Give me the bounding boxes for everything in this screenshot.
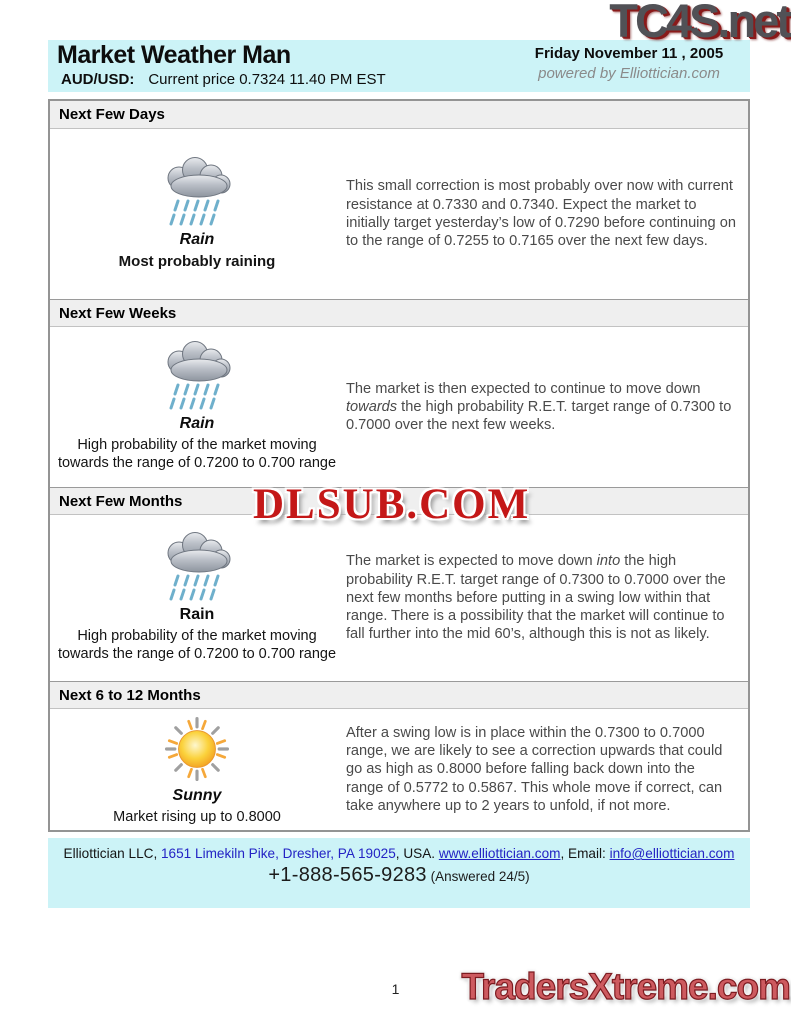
condition-summary: High probability of the market moving towards the range of 0.7200 to 0.700 range [57,628,337,662]
phone-note: (Answered 24/5) [426,869,530,884]
watermark-tradersxtreme: TradersXtreme.com [461,966,790,1007]
phone-number: +1-888-565-9283 [268,864,427,886]
powered-by: powered by Elliottician.com [538,65,720,82]
forecast-text [346,552,736,643]
section-next-6-to-12-months [50,681,748,830]
forecast-column [344,327,748,487]
section-body [50,515,748,681]
section-heading: Next Few Days [50,101,748,129]
condition-label: Rain [179,606,215,624]
section-heading: Next Few Weeks [50,299,748,327]
condition-column [50,129,344,299]
report-title: Market Weather Man [57,41,291,69]
sun-icon [161,713,233,785]
company-country: , USA. [395,846,439,861]
current-price: Current price 0.7324 11.40 PM EST [148,71,386,88]
forecast-part: the high probability R.E.T. target range of 0.7300 to 0.7000 over the next few weeks. [346,398,732,434]
forecast-table [48,99,750,832]
condition-label: Sunny [172,786,222,804]
report-footer [48,838,750,908]
website-link[interactable]: www.elliottician.com [438,846,561,861]
forecast-emphasis: towards [346,398,398,415]
section-body [50,129,748,299]
forecast-part: the high probability R.E.T. target range of 0.7300 to 0.7000 over the next few months before putting in a swing low within that range. There is a possibility that the market will continue to fall further into the mid 60’s, although this is not as likely. [346,553,726,643]
email-label: , Email: [560,846,610,861]
pair-price-line [61,71,386,88]
condition-summary: High probability of the market moving towards the range of 0.7200 to 0.700 range [57,437,337,471]
email-link[interactable]: info@elliottician.com [609,846,735,861]
forecast-part: The market is expected to move down [346,553,597,570]
section-next-few-weeks [50,299,748,487]
rain-icon [151,341,243,413]
section-body [50,327,748,487]
contact-line [48,846,750,861]
section-body [50,709,748,830]
rain-icon [151,532,243,604]
condition-column [50,709,344,830]
pair-label: AUD/USD: [61,71,135,88]
watermark-dlsub: DLSUB.COM [253,481,531,528]
condition-label: Rain [179,230,215,248]
forecast-part: The market is then expected to continue to move down [346,380,701,397]
company-address: 1651 Limekiln Pike, Dresher, PA 19025 [161,846,396,861]
forecast-text [346,724,736,815]
company-name: Elliottician LLC, [63,846,161,861]
condition-column [50,515,344,681]
forecast-column [344,709,748,830]
forecast-text [346,177,736,250]
section-heading: Next 6 to 12 Months [50,681,748,709]
condition-column [50,327,344,487]
watermark-tc4s: TC4S.net [609,0,789,47]
forecast-text [346,380,736,435]
section-next-few-days [50,101,748,299]
report-date: Friday November 11 , 2005 [534,45,724,62]
rain-icon [151,157,243,229]
forecast-part: After a swing low is in place within the 0.7300 to 0.7000 range, we are likely to see a correction upwards that could go as high as 0.8000 before falling back down into the range of 0.5772 to 0.5867. This whole move if correct, can take anywhere up to 2 years to unfold, if not more. [346,724,723,814]
header-right [468,45,790,82]
forecast-column [344,129,748,299]
forecast-column [344,515,748,681]
condition-label: Rain [179,415,215,433]
condition-summary: Market rising up to 0.8000 [113,808,281,825]
section-heading: Next Few Months [50,487,748,515]
forecast-part: This small correction is most probably over now with current resistance at 0.7330 and 0.7340. Expect the market to initially target yesterday’s low of 0.7290 before continuing on to the range of 0.7255 to 0.7165 over the next few days. [346,178,736,250]
condition-summary: Most probably raining [118,252,276,270]
phone-line [48,864,750,887]
page-number: 1 [391,981,400,997]
forecast-emphasis: into [596,553,621,570]
